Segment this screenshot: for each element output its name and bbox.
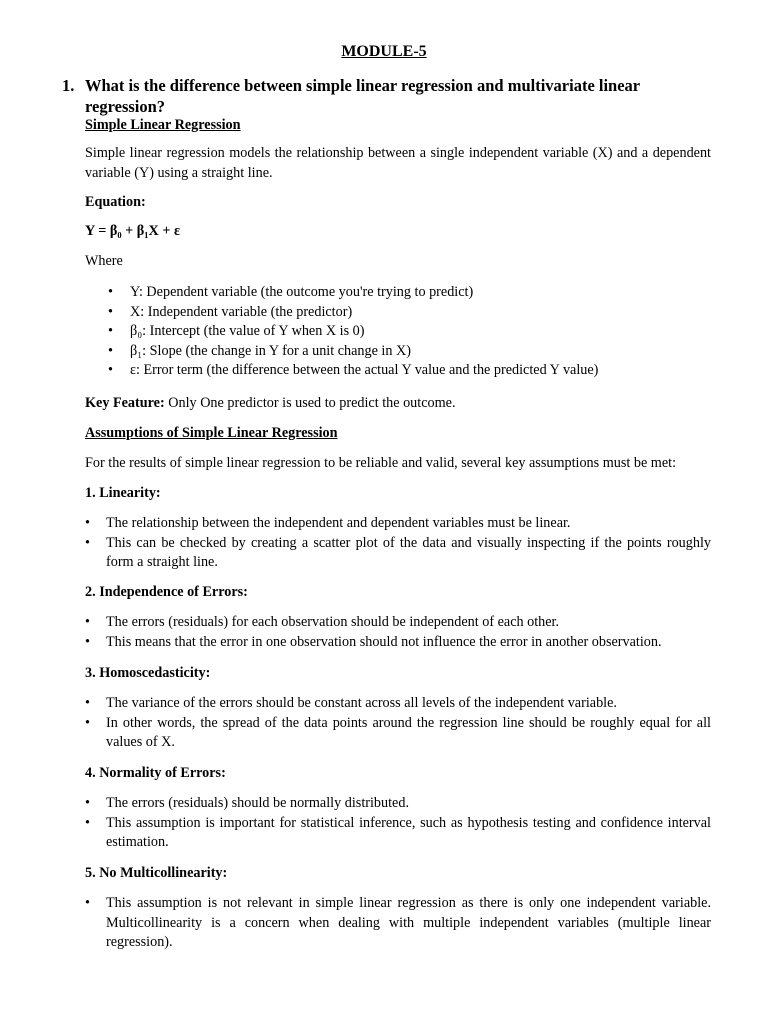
equation-terms-list [108, 283, 708, 381]
list-item: • ε: Error term (the difference between the actual Y value and the predicted Y value) [108, 361, 708, 381]
assumption-title-independence: 2. Independence of Errors: [85, 584, 248, 600]
list-item: • The errors (residuals) for each observation should be independent of each other. [85, 613, 711, 633]
assumption-list-linearity [85, 514, 711, 573]
assumption-title-linearity: 1. Linearity: [85, 485, 161, 501]
list-item: • This assumption is important for statistical inference, such as hypothesis testing and confidence interval estimation. [85, 814, 711, 853]
key-feature [85, 394, 456, 414]
list-item: • The variance of the errors should be constant across all levels of the independent variable. [85, 694, 711, 714]
list-item: • This means that the error in one observation should not influence the error in another observation. [85, 633, 711, 653]
key-feature-text: Only One predictor is used to predict the outcome. [164, 395, 456, 411]
assumption-list-homoscedasticity [85, 694, 711, 753]
assumption-list-independence [85, 613, 711, 652]
where-label: Where [85, 253, 123, 269]
list-item: • This can be checked by creating a scatter plot of the data and visually inspecting if the points roughly form a straight line. [85, 534, 711, 573]
assumption-list-normality [85, 794, 711, 853]
assumptions-heading: Assumptions of Simple Linear Regression [85, 425, 338, 441]
key-feature-label: Key Feature: [85, 395, 165, 411]
list-item: • In other words, the spread of the data points around the regression line should be roughly equal for all values of X. [85, 714, 711, 753]
list-item: • The errors (residuals) should be normally distributed. [85, 794, 711, 814]
list-item: • β₁: Slope (the change in Y for a unit change in X) [108, 342, 708, 362]
assumption-list-multicollinearity [85, 894, 711, 953]
list-item: • β₀: Intercept (the value of Y when X is 0) [108, 322, 708, 342]
simple-linear-regression-heading: Simple Linear Regression [85, 117, 241, 133]
equation-label: Equation: [85, 194, 146, 210]
simple-regression-intro: Simple linear regression models the relationship between a single independent variable (X) and a dependent variable (Y) using a straight line. [85, 145, 711, 181]
list-item: • The relationship between the independent and dependent variables must be linear. [85, 514, 711, 534]
question-number: 1. [62, 76, 75, 95]
assumptions-intro: For the results of simple linear regression to be reliable and valid, several key assumptions must be met: [85, 455, 677, 471]
assumption-title-multicollinearity: 5. No Multicollinearity: [85, 865, 228, 881]
assumption-title-homoscedasticity: 3. Homoscedasticity: [85, 665, 211, 681]
regression-equation: Y = β₀ + β₁X + ε [85, 223, 181, 239]
assumption-title-normality: 4. Normality of Errors: [85, 765, 226, 781]
list-item: • Y: Dependent variable (the outcome you're trying to predict) [108, 283, 708, 303]
list-item: • This assumption is not relevant in simple linear regression as there is only one independent variable. Multicollinearity is a concern when dealing with multiple independent variables (multiple linear regression). [85, 894, 711, 953]
question-text: What is the difference between simple linear regression and multivariate linear regression? [85, 76, 640, 116]
module-title: MODULE-5 [341, 43, 427, 60]
list-item: • X: Independent variable (the predictor) [108, 303, 708, 323]
